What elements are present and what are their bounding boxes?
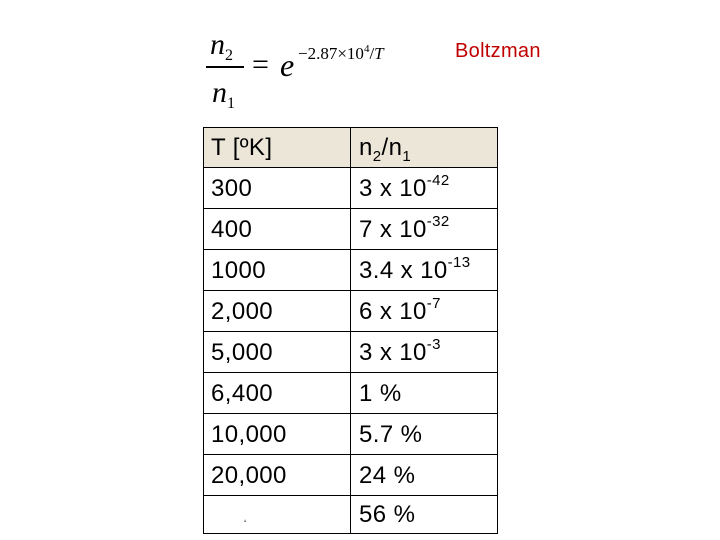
population-ratio-table [203, 127, 498, 534]
exponent: $-2.87\times 10^4/T$ [298, 43, 384, 63]
temperature-cell: 6,400 [211, 380, 274, 407]
temperature-cell: 2,000 [211, 298, 274, 325]
temperature-cell: 5,000 [211, 339, 274, 366]
temperature-cell: 300 [211, 175, 253, 202]
stray-mark: ʻ [244, 519, 247, 530]
ratio-cell: 5.7 % [359, 421, 423, 448]
ratio-cell: 3.4 x $10^{-13}$ [359, 254, 471, 284]
boltzmann-formula [204, 26, 444, 116]
header-temperature: T [ºK] [211, 134, 273, 161]
fraction-bar [206, 66, 244, 68]
ratio-cell: 56 % [359, 501, 416, 528]
fraction-denominator: $n_1$ [212, 76, 235, 112]
equals-sign: = [252, 48, 269, 81]
temperature-cell: 400 [211, 216, 253, 243]
ratio-cell: 7 x $10^{-32}$ [359, 213, 450, 243]
ratio-cell: 3 x $10^{-3}$ [359, 336, 441, 366]
exponential-base: e [280, 47, 295, 83]
ratio-cell: 6 x $10^{-7}$ [359, 295, 441, 325]
temperature-cell: 10,000 [211, 421, 287, 448]
column-divider [350, 128, 351, 533]
ratio-cell: 3 x $10^{-42}$ [359, 172, 450, 202]
boltzman-label: Boltzman [455, 40, 541, 62]
fraction-numerator: $n_2$ [210, 28, 233, 64]
temperature-cell: 1000 [211, 257, 266, 284]
header-ratio: $n_2/n_1$ [359, 134, 412, 165]
temperature-cell: 20,000 [211, 462, 287, 489]
ratio-cell: 24 % [359, 462, 416, 489]
ratio-cell: 1 % [359, 380, 402, 407]
